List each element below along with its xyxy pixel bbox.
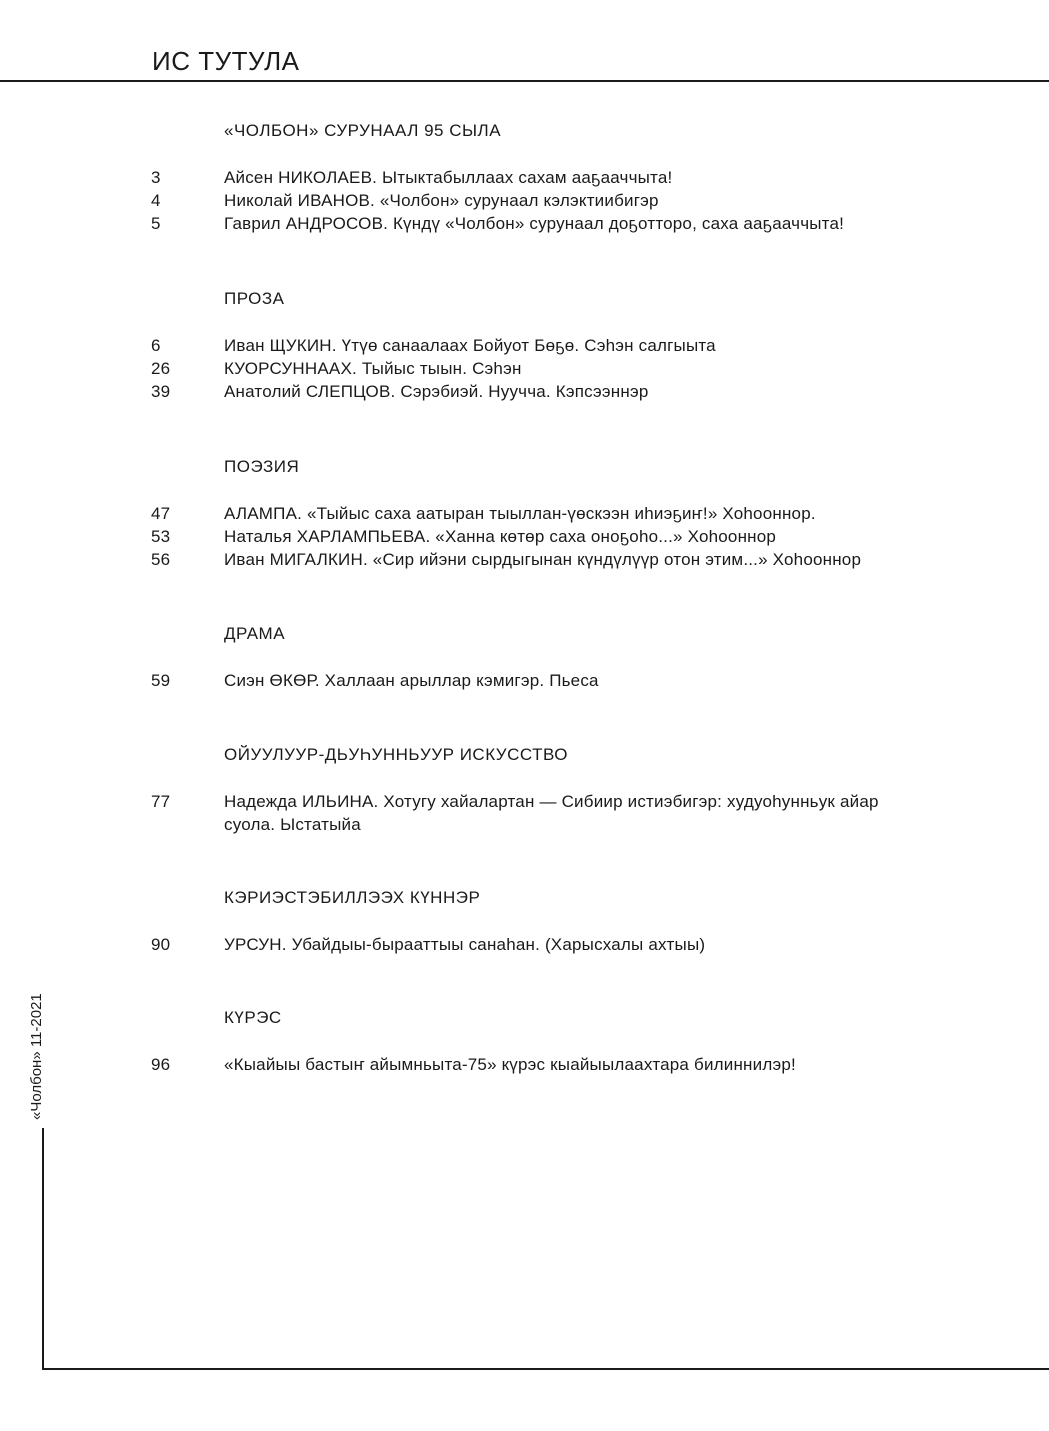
- toc-entries: [0, 166, 1049, 235]
- page-number: 4: [151, 191, 161, 210]
- entry-title: Иван МИГАЛКИН. «Сир ийэни сырдыгынан күндүлүүр отон этим...» Хоһооннор: [224, 550, 862, 569]
- entry-title: Николай ИВАНОВ. «Чолбон» сурунаал кэлэктиибигэр: [224, 191, 659, 210]
- entry-title: Гаврил АНДРОСОВ. Күндү «Чолбон» сурунаал доҕотторо, саха ааҕааччыта!: [224, 214, 845, 233]
- toc-entry[interactable]: [0, 380, 1049, 403]
- toc-entry[interactable]: [0, 166, 1049, 189]
- toc-entry[interactable]: [0, 334, 1049, 357]
- section-title: ОЙУУЛУУР-ДЬУҺУННЬУУР ИСКУССТВО: [224, 745, 568, 764]
- toc-entries: [0, 1053, 1049, 1076]
- page-number: 77: [151, 792, 171, 811]
- page-number: 26: [151, 359, 171, 378]
- entry-title: Сиэн ӨКӨР. Халлаан арыллар кэмигэр. Пьеса: [224, 671, 599, 690]
- toc-entry[interactable]: [0, 790, 1049, 836]
- header-divider: [0, 80, 1049, 82]
- toc-entry[interactable]: [0, 1053, 1049, 1076]
- page-number: 47: [151, 504, 171, 523]
- side-divider: [42, 1128, 44, 1370]
- section-title: КҮРЭС: [224, 1008, 282, 1027]
- entry-title: Анатолий СЛЕПЦОВ. Сэрэбиэй. Нуучча. Кэпсээннэр: [224, 382, 649, 401]
- page-number: 53: [151, 527, 171, 546]
- entry-title: УРСУН. Убайдыы-бырааттыы санаһан. (Харысхалы ахтыы): [224, 935, 706, 954]
- section-title: «ЧОЛБОН» СУРУНААЛ 95 СЫЛА: [224, 121, 502, 140]
- section-title: ДРАМА: [224, 624, 286, 643]
- toc-entry[interactable]: [0, 548, 1049, 571]
- toc-entry[interactable]: [0, 357, 1049, 380]
- toc-entry[interactable]: [0, 669, 1049, 692]
- section-title: КЭРИЭСТЭБИЛЛЭЭХ КҮННЭР: [224, 888, 481, 907]
- toc-entry[interactable]: [0, 212, 1049, 235]
- toc-entry[interactable]: [0, 502, 1049, 525]
- toc-entry[interactable]: [0, 525, 1049, 548]
- toc-entry[interactable]: [0, 933, 1049, 956]
- footer-divider: [42, 1368, 1049, 1370]
- entry-title: «Кыайыы бастыҥ айымньыта-75» күрэс кыайыылаахтара билиннилэр!: [224, 1055, 796, 1074]
- toc-entries: [0, 502, 1049, 571]
- page-number: 6: [151, 336, 161, 355]
- section-title: ПОЭЗИЯ: [224, 457, 300, 476]
- toc-entries: [0, 334, 1049, 403]
- entry-title: АЛАМПА. «Тыйыс саха аатыран тыыллан-үөскээн иһиэҕиҥ!» Хоһооннор.: [224, 504, 816, 523]
- page-number: 59: [151, 671, 171, 690]
- page-number: 90: [151, 935, 171, 954]
- issue-label: «Чолбон» 11-2021: [28, 993, 45, 1120]
- entry-title: КУОРСУННААХ. Тыйыс тыын. Сэһэн: [224, 359, 522, 378]
- page-number: 56: [151, 550, 171, 569]
- section-title: ПРОЗА: [224, 289, 285, 308]
- entry-title: Наталья ХАРЛАМПЬЕВА. «Ханна көтөр саха оноҕоһо...» Хоһооннор: [224, 527, 777, 546]
- entry-title: Надежда ИЛЬИНА. Хотугу хайалартан — Сибиир истиэбигэр: худуоһунньук айар суола. Ыстатыйа: [224, 792, 879, 834]
- toc-entry[interactable]: [0, 189, 1049, 212]
- page-number: 5: [151, 214, 161, 233]
- page-number: 39: [151, 382, 171, 401]
- page-number: 96: [151, 1055, 171, 1074]
- entry-title: Айсен НИКОЛАЕВ. Ытыктабыллаах сахам ааҕааччыта!: [224, 168, 673, 187]
- page-title: ИС ТУТУЛА: [152, 46, 300, 76]
- toc-entries: [0, 933, 1049, 956]
- toc-entries: [0, 669, 1049, 692]
- toc-entries: [0, 790, 1049, 836]
- entry-title: Иван ЩУКИН. Үтүө санаалаах Бойуот Бөҕө. Сэһэн салгыыта: [224, 336, 716, 355]
- page-number: 3: [151, 168, 161, 187]
